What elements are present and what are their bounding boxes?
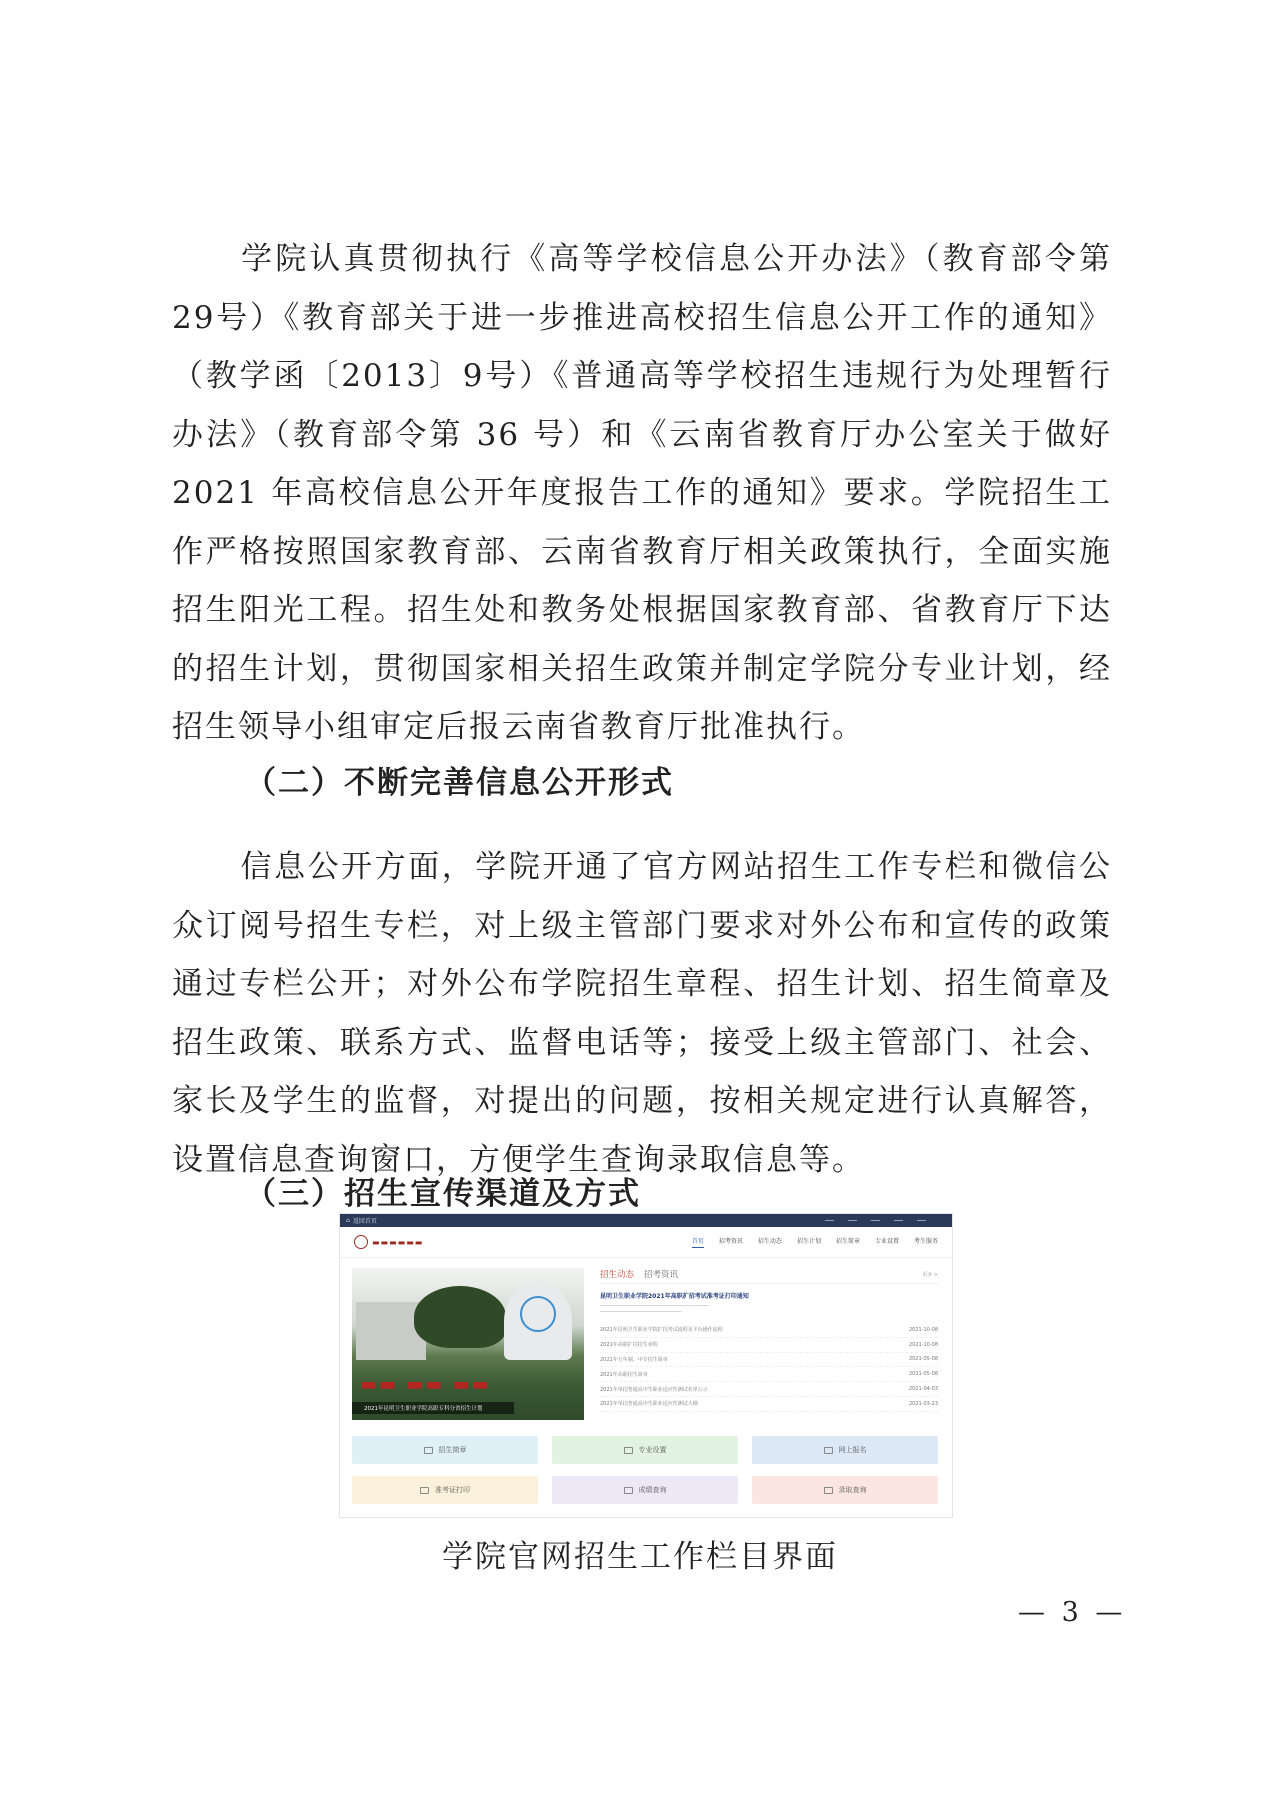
monitor-icon bbox=[824, 1447, 833, 1454]
document-icon bbox=[424, 1447, 433, 1454]
news-item bbox=[600, 1338, 938, 1353]
more-link: 更多 > bbox=[922, 1271, 938, 1278]
news-item-title: 2021年五年制、中专招生简章 bbox=[600, 1356, 668, 1363]
college-logo bbox=[354, 1235, 423, 1249]
tile-online-registration bbox=[752, 1436, 938, 1464]
chart-icon bbox=[624, 1487, 633, 1494]
news-item bbox=[600, 1323, 938, 1338]
tile-label: 准考证打印 bbox=[435, 1486, 470, 1494]
topbar-links bbox=[825, 1218, 926, 1224]
campus-stone-lettering: ▬▬ ▬▬ ▬▬ bbox=[360, 1374, 491, 1395]
section-heading-3: （三）招生宣传渠道及方式 bbox=[245, 1176, 641, 1212]
tab-exam-news: 招考资讯 bbox=[644, 1270, 679, 1280]
news-item bbox=[600, 1353, 938, 1368]
news-item-date: 2021-10-08 bbox=[908, 1341, 938, 1348]
topbar-link: ━━━ bbox=[847, 1217, 857, 1224]
topbar-link: ━━━ bbox=[916, 1217, 926, 1224]
news-item-title: 2021年高职扩招招生章程 bbox=[600, 1342, 658, 1349]
news-item-title: 2021年单招普通高中生职业适应性测试大纲 bbox=[600, 1401, 698, 1408]
website-screenshot bbox=[339, 1213, 953, 1518]
news-item-title: 2021年单招普通高中生职业适应性测试名单公示 bbox=[600, 1386, 708, 1393]
nav-item-home: 首页 bbox=[692, 1236, 704, 1248]
search-icon bbox=[824, 1487, 833, 1494]
news-item-date: 2021-10-08 bbox=[908, 1326, 938, 1333]
nav-item-services: 考生服务 bbox=[913, 1238, 938, 1245]
home-link-label: 返回首页 bbox=[352, 1218, 377, 1225]
topbar-link: ━━━ bbox=[824, 1217, 834, 1224]
news-summary: ──────────────────────────────────────── ────────────────────────────── bbox=[600, 1304, 709, 1315]
news-item-title: 2021年高职招生简章 bbox=[600, 1371, 648, 1378]
nav-item-plan: 招生计划 bbox=[796, 1238, 821, 1245]
news-item bbox=[600, 1397, 938, 1412]
site-topbar bbox=[340, 1214, 952, 1227]
tile-label: 网上报名 bbox=[838, 1446, 867, 1454]
paragraph-disclosure-text: 信息公开方面，学院开通了官方网站招生工作专栏和微信公众订阅号招生专栏，对上级主管部门要求对外公布和宣传的政策通过专栏公开；对外公布学院招生章程、招生计划、招生简章及招生政策、联系方式、监督电话等；接受上级主管部门、社会、家长及学生的监督，对提出的问题，按相关规定进行认真解答，设置信息查询窗口，方便学生查询录取信息等。 bbox=[172, 849, 1112, 1178]
main-nav bbox=[692, 1236, 938, 1248]
nav-item-exam-news: 招考资讯 bbox=[718, 1238, 743, 1245]
news-item-date: 2021-05-08 bbox=[908, 1371, 938, 1378]
news-item bbox=[600, 1367, 938, 1382]
news-item bbox=[600, 1382, 938, 1397]
nav-item-brochure: 招生简章 bbox=[835, 1238, 860, 1245]
news-tabs bbox=[600, 1268, 938, 1284]
paragraph-disclosure bbox=[172, 838, 1112, 1189]
service-tiles bbox=[352, 1436, 940, 1504]
tile-label: 成绩查询 bbox=[638, 1486, 667, 1494]
tile-admit-card-print bbox=[352, 1476, 538, 1504]
page-number: — 3 — bbox=[1018, 1597, 1127, 1628]
news-item-date: 2021-04-03 bbox=[908, 1386, 938, 1393]
figure-caption: 学院官网招生工作栏目界面 bbox=[442, 1539, 838, 1575]
tile-majors bbox=[552, 1436, 738, 1464]
site-header bbox=[340, 1227, 952, 1258]
news-list bbox=[600, 1323, 938, 1412]
tile-admission-query bbox=[752, 1476, 938, 1504]
banner-caption: 2021年昆明卫生职业学院高职专科分省招生计划 bbox=[352, 1402, 514, 1414]
tree-shape bbox=[414, 1286, 506, 1348]
news-headline: 昆明卫生职业学院2021年高职扩招考试准考证打印通知 bbox=[600, 1293, 749, 1300]
seal-icon bbox=[354, 1235, 368, 1249]
paragraph-policy bbox=[172, 230, 1112, 757]
paragraph-policy-text: 学院认真贯彻执行《高等学校信息公开办法》（教育部令第29号）《教育部关于进一步推进高校招生信息公开工作的通知》（教学函〔2013〕9号）《普通高等学校招生违规行为处理暂行办法》（教育部令第 36 号）和《云南省教育厅办公室关于做好2021 年高校信息公开年度报告工作的通知》要求。学院招生工作严格按照国家教育部、云南省教育厅相关政策执行，全面实施招生阳光工程。招生处和教务处根据国家教育部、省教育厅下达的招生计划，贯彻国家相关招生政策并制定学院分专业计划，经招生领导小组审定后报云南省教育厅批准执行。 bbox=[172, 241, 1112, 745]
tile-brochure bbox=[352, 1436, 538, 1464]
news-item-title: 2021年昆明卫生职业学院扩招考试流程及平台操作流程 bbox=[600, 1327, 723, 1334]
tile-label: 招生简章 bbox=[438, 1446, 467, 1454]
section-heading-2: （二）不断完善信息公开形式 bbox=[245, 765, 674, 801]
emblem-icon bbox=[520, 1296, 556, 1332]
monument-shape bbox=[504, 1282, 572, 1360]
logo-wordmark: ▬▬▬▬▬▬ bbox=[372, 1237, 424, 1247]
home-link bbox=[346, 1216, 377, 1225]
nav-item-majors: 专业设置 bbox=[874, 1238, 899, 1245]
tile-label: 专业设置 bbox=[638, 1446, 667, 1454]
tile-label: 录取查询 bbox=[838, 1486, 867, 1494]
leaf-icon bbox=[624, 1447, 633, 1454]
tile-score-query bbox=[552, 1476, 738, 1504]
campus-banner bbox=[352, 1268, 584, 1420]
home-icon: ⌂ bbox=[346, 1217, 350, 1224]
topbar-link: ━━━ bbox=[870, 1217, 880, 1224]
topbar-link: ━━━ bbox=[893, 1217, 903, 1224]
printer-icon bbox=[420, 1487, 429, 1494]
news-panel bbox=[600, 1268, 938, 1412]
tab-admission-news: 招生动态 bbox=[600, 1270, 635, 1280]
news-item-date: 2021-05-08 bbox=[908, 1356, 938, 1363]
nav-item-admission-news: 招生动态 bbox=[757, 1238, 782, 1245]
news-item-date: 2021-03-23 bbox=[908, 1400, 938, 1407]
